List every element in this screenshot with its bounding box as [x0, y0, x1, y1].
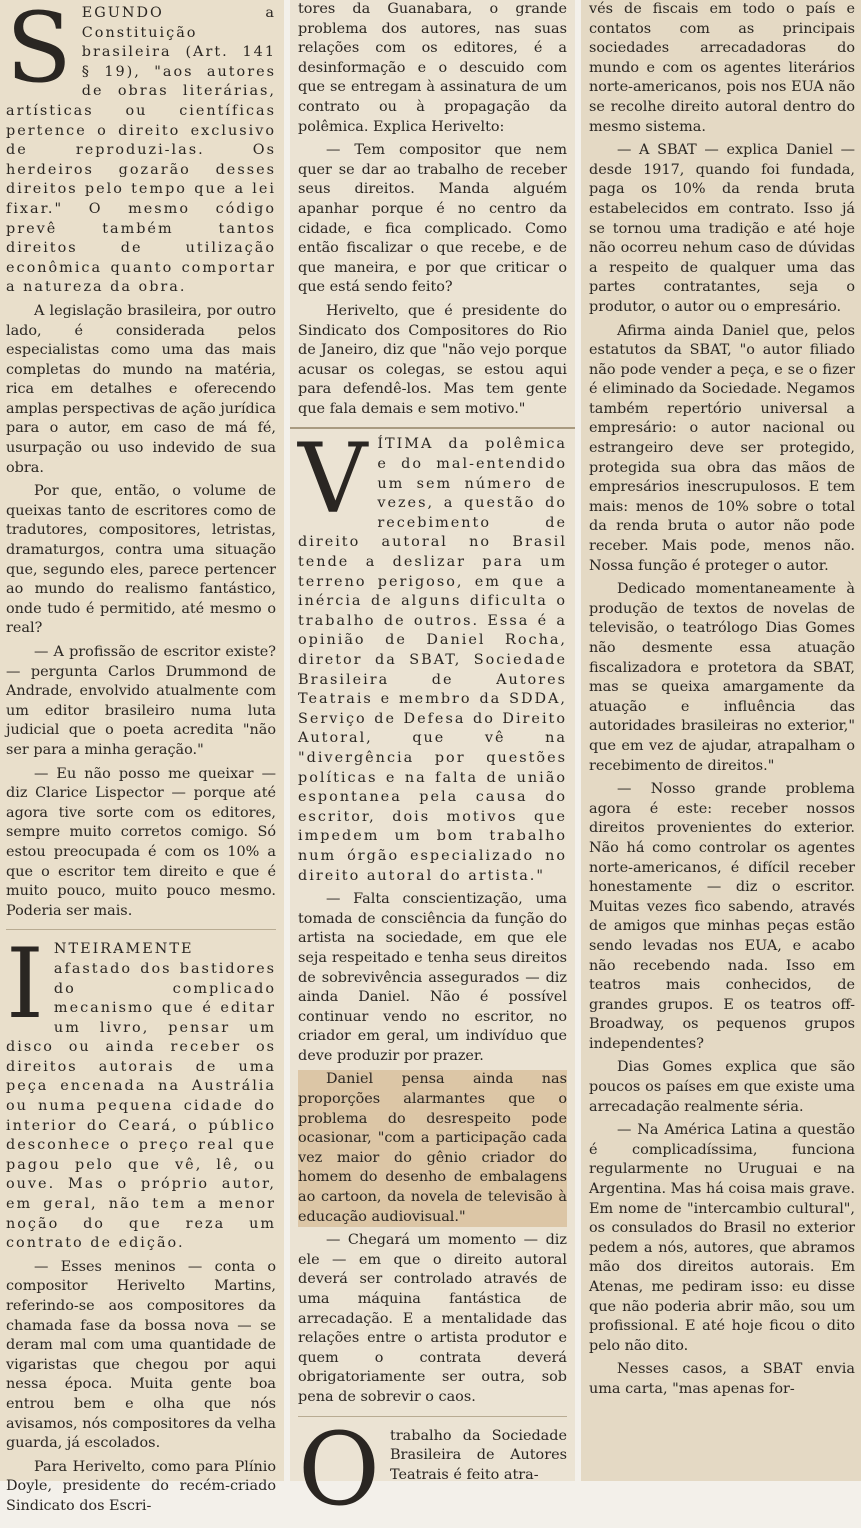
article-column-2 — [290, 0, 575, 1528]
paragraph-inteiramente: NTEIRAMENTE afastado dos bastidores do complicado mecanismo que é editar um livro, pensar um disco ou ainda receber os direitos autorais de uma peça encenada na Austrália ou numa pequena cidade do interior do Ceará, o público desconhece o preço real que pagou pelo que vê, lê, ou ouve. Mas o próprio autor, em geral, não tem a menor noção do que reza um contrato de edição. — [6, 941, 276, 1252]
paragraph-plinio: Para Herivelto, como para Plínio Doyle, presidente do recém-criado Sindicato dos Escri- — [6, 1458, 276, 1514]
paragraph-fiscais: vés de fiscais em todo o país e contatos com as principais sociedades arrecadadoras do mundo e com os agentes literários norte-americanos, pois nos EUA não se recolhe direito autoral dentro do mesmo sistema. — [589, 1, 855, 135]
paragraph-sbat-1917: — A SBAT — explica Daniel — desde 1917, quando foi fundada, paga os 10% da renda bruta estabelecidos em contrato. Isso já se tornou uma tradição e até hoje não ocorreu nehum caso de dúvidas a respeito de qualquer uma das partes contratantes, seja o produtor, o autor ou o empresário. — [589, 142, 855, 315]
paragraph-sindicato: tores da Guanabara, o grande problema dos autores, nas suas relações com os editores, é a desinformação e o descuido com que se entregam à assinatura de um contrato ou à propagação da polêmica. Explica Herivelto: — [298, 1, 567, 135]
paragraph-conscientizacao: — Falta conscientização, uma tomada de consciência da função do artista na sociedade, em que ele seja respeitado e tenha seus direitos de sobrevivência assegurados — diz ainda Daniel. Não é possível continuar vendo no escritor, no criador em geral, um indivíduo que deve produzir por prazer. — [298, 891, 567, 1064]
paragraph-proporcoes: Daniel pensa ainda nas proporções alarmantes que o problema do desrespeito pode ocasionar, "com a participação cada vez maior do gênio criador do homem do desenho de embalagens ao cartoon, da novela de televisão à educação audiovisual." — [298, 1070, 567, 1227]
dropcap-o: O — [298, 1410, 380, 1528]
paragraph-question: Por que, então, o volume de queixas tanto de escritores como de tradutores, compositores, letristas, dramaturgos, contra uma situação que, segundo eles, parece pertencer ao mundo do realismo fantástico, onde tudo é permitido, até mesmo o real? — [6, 483, 276, 637]
paragraph-america-latina: — Na América Latina a questão é complicadíssima, funciona regularmente no Uruguai e na Argentina. Mas há coisa mais grave. Em nome de "intercambio cultural", os consulados do Brasil no exterior pedem a nós, autores, que abramos mão dos direitos autorais. Em Atenas, me pediram isso: eu disse que não poderia abrir mão, sou um profissional. E até hoje ficou o dito pelo não dito. — [589, 1122, 855, 1354]
paragraph-exterior: — Nosso grande problema agora é este: receber nossos direitos provenientes do exterior. Não há como controlar os agentes norte-americanos, é difícil receber honestamente — diz o escritor. Muitas vezes fico sabendo, através de amigos que minhas peças estão sendo levadas nos EUA, e acabo não recebendo nada. Isso em teatros mais conhecidos, de grandes grupos. E os teatros off-Broadway, os pequenos grupos independentes? — [589, 781, 855, 1052]
paragraph-paises: Dias Gomes explica que são poucos os países em que existe uma arrecadação realmente séria. — [589, 1059, 855, 1115]
paragraph-drummond: — A profissão de escritor existe? — pergunta Carlos Drummond de Andrade, envolvido atualmente com um editor brasileiro numa luta judicial que o poeta acredita "não ser para a minha geração." — [6, 644, 276, 758]
paragraph-vitima: ÍTIMA da polêmica e do mal-entendido um sem número de vezes, a questão do recebimento de direito autoral no Brasil tende a deslizar para um terreno perigoso, em que a inércia de alguns dificulta o trabalho de outros. Essa é a opinião de Daniel Rocha, diretor da SBAT, Sociedade Brasileira de Autores Teatrais e membro da SDDA, Serviço de Defesa do Direito Autoral, que vê na "divergência por questões políticas e na falta de união espontanea pela causa do escritor, dois motivos que impedem um bom trabalho num órgão especializado no direito autoral do artista." — [298, 436, 567, 884]
dropcap-i: I — [6, 928, 44, 1041]
article-column-1 — [0, 0, 284, 1514]
dropcap-v: V — [298, 423, 368, 536]
paragraph-estatutos: Afirma ainda Daniel que, pelos estatutos da SBAT, "o autor filiado não pode vender a peça, e se o fizer é eliminado da Sociedade. Negamos também repertório universal a empresário: o autor nacional ou estrangeiro deve ser protegido, protegida sua obra das mãos de empresários inescrupulosos. E tem mais: menos de 10% sobre o total da renda bruta o autor não pode receber. Mais pode, menos não. Nossa função é proteger o autor. — [589, 322, 855, 574]
paragraph-compositor: — Tem compositor que nem quer se dar ao trabalho de receber seus direitos. Manda alguém apanhar porque é no centro da cidade, e fica complicado. Como então fiscalizar o que recebe, e de que maneira, e por que criticar o que está sendo feito? — [298, 142, 567, 296]
paragraph-dias-gomes: Dedicado momentaneamente à produção de textos de novelas de televisão, o teatrólogo Dias Gomes não desmente essa atuação fiscalizadora e protetora da SBAT, mas se queixa amargamente da atuação e influência das autoridades brasileiras no exterior," que em vez de ajudar, atrapalham o recebimento de direitos." — [589, 581, 855, 774]
dropcap-s: S — [6, 0, 72, 104]
paragraph-intro: EGUNDO a Constituição brasileira (Art. 141 § 19), "aos autores de obras literárias, artísticas ou científicas pertence o direito exclusivo de reproduzi-las. Os herdeiros gozarão desses direitos pelo tempo que a lei fixar." O mesmo código prevê também tantos direitos de utilização econômica quanto comportar a natureza da obra. — [6, 5, 276, 296]
paragraph-momento: — Chegará um momento — diz ele — em que o direito autoral deverá ser controlado através de uma máquina fantástica de arrecadação. E a mentalidade das relações entre o artista produtor e quem o contrata deverá obrigatoriamente ser outra, sob pena de sobrevir o caos. — [298, 1232, 567, 1405]
paragraph-carta: Nesses casos, a SBAT envia uma carta, "mas apenas for- — [589, 1361, 855, 1397]
paragraph-clarice: — Eu não posso me queixar — diz Clarice Lispector — porque até agora tive sorte com os editores, sempre muito corretos comigo. Só estou preocupada é com os 10% a que o escritor tem direito e que é muito pouco, muito pouco mesmo. Poderia ser mais. — [6, 765, 276, 919]
article-column-3 — [581, 0, 861, 1481]
paragraph-herivelto: — Esses meninos — conta o compositor Herivelto Martins, referindo-se aos compositores da chamada fase da bossa nova — se deram mal com uma quantidade de vigaristas que chegou por aqui nessa época. Muita gente boa entrou bem e olha que nós avisamos, nós compositores da velha guarda, já escolados. — [6, 1258, 276, 1452]
section-divider — [6, 929, 276, 930]
paragraph-sociedade: trabalho da Sociedade Brasileira de Autores Teatrais é feito atra- — [389, 1427, 567, 1483]
paragraph-legislation: A legislação brasileira, por outro lado, é considerada pelos especialistas como uma das mais completas do mundo na matéria, rica em detalhes e oferecendo amplas perspectivas de ação jurídica para o autor, em caso de má fé, usurpação ou uso indevido de sua obra. — [6, 302, 276, 476]
paragraph-herivelto-presidente: Herivelto, que é presidente do Sindicato dos Compositores do Rio de Janeiro, diz que "não vejo porque acusar os colegas, se estou aqui para defendê-los. Mas tem gente que fala demais e sem motivo." — [298, 302, 567, 417]
